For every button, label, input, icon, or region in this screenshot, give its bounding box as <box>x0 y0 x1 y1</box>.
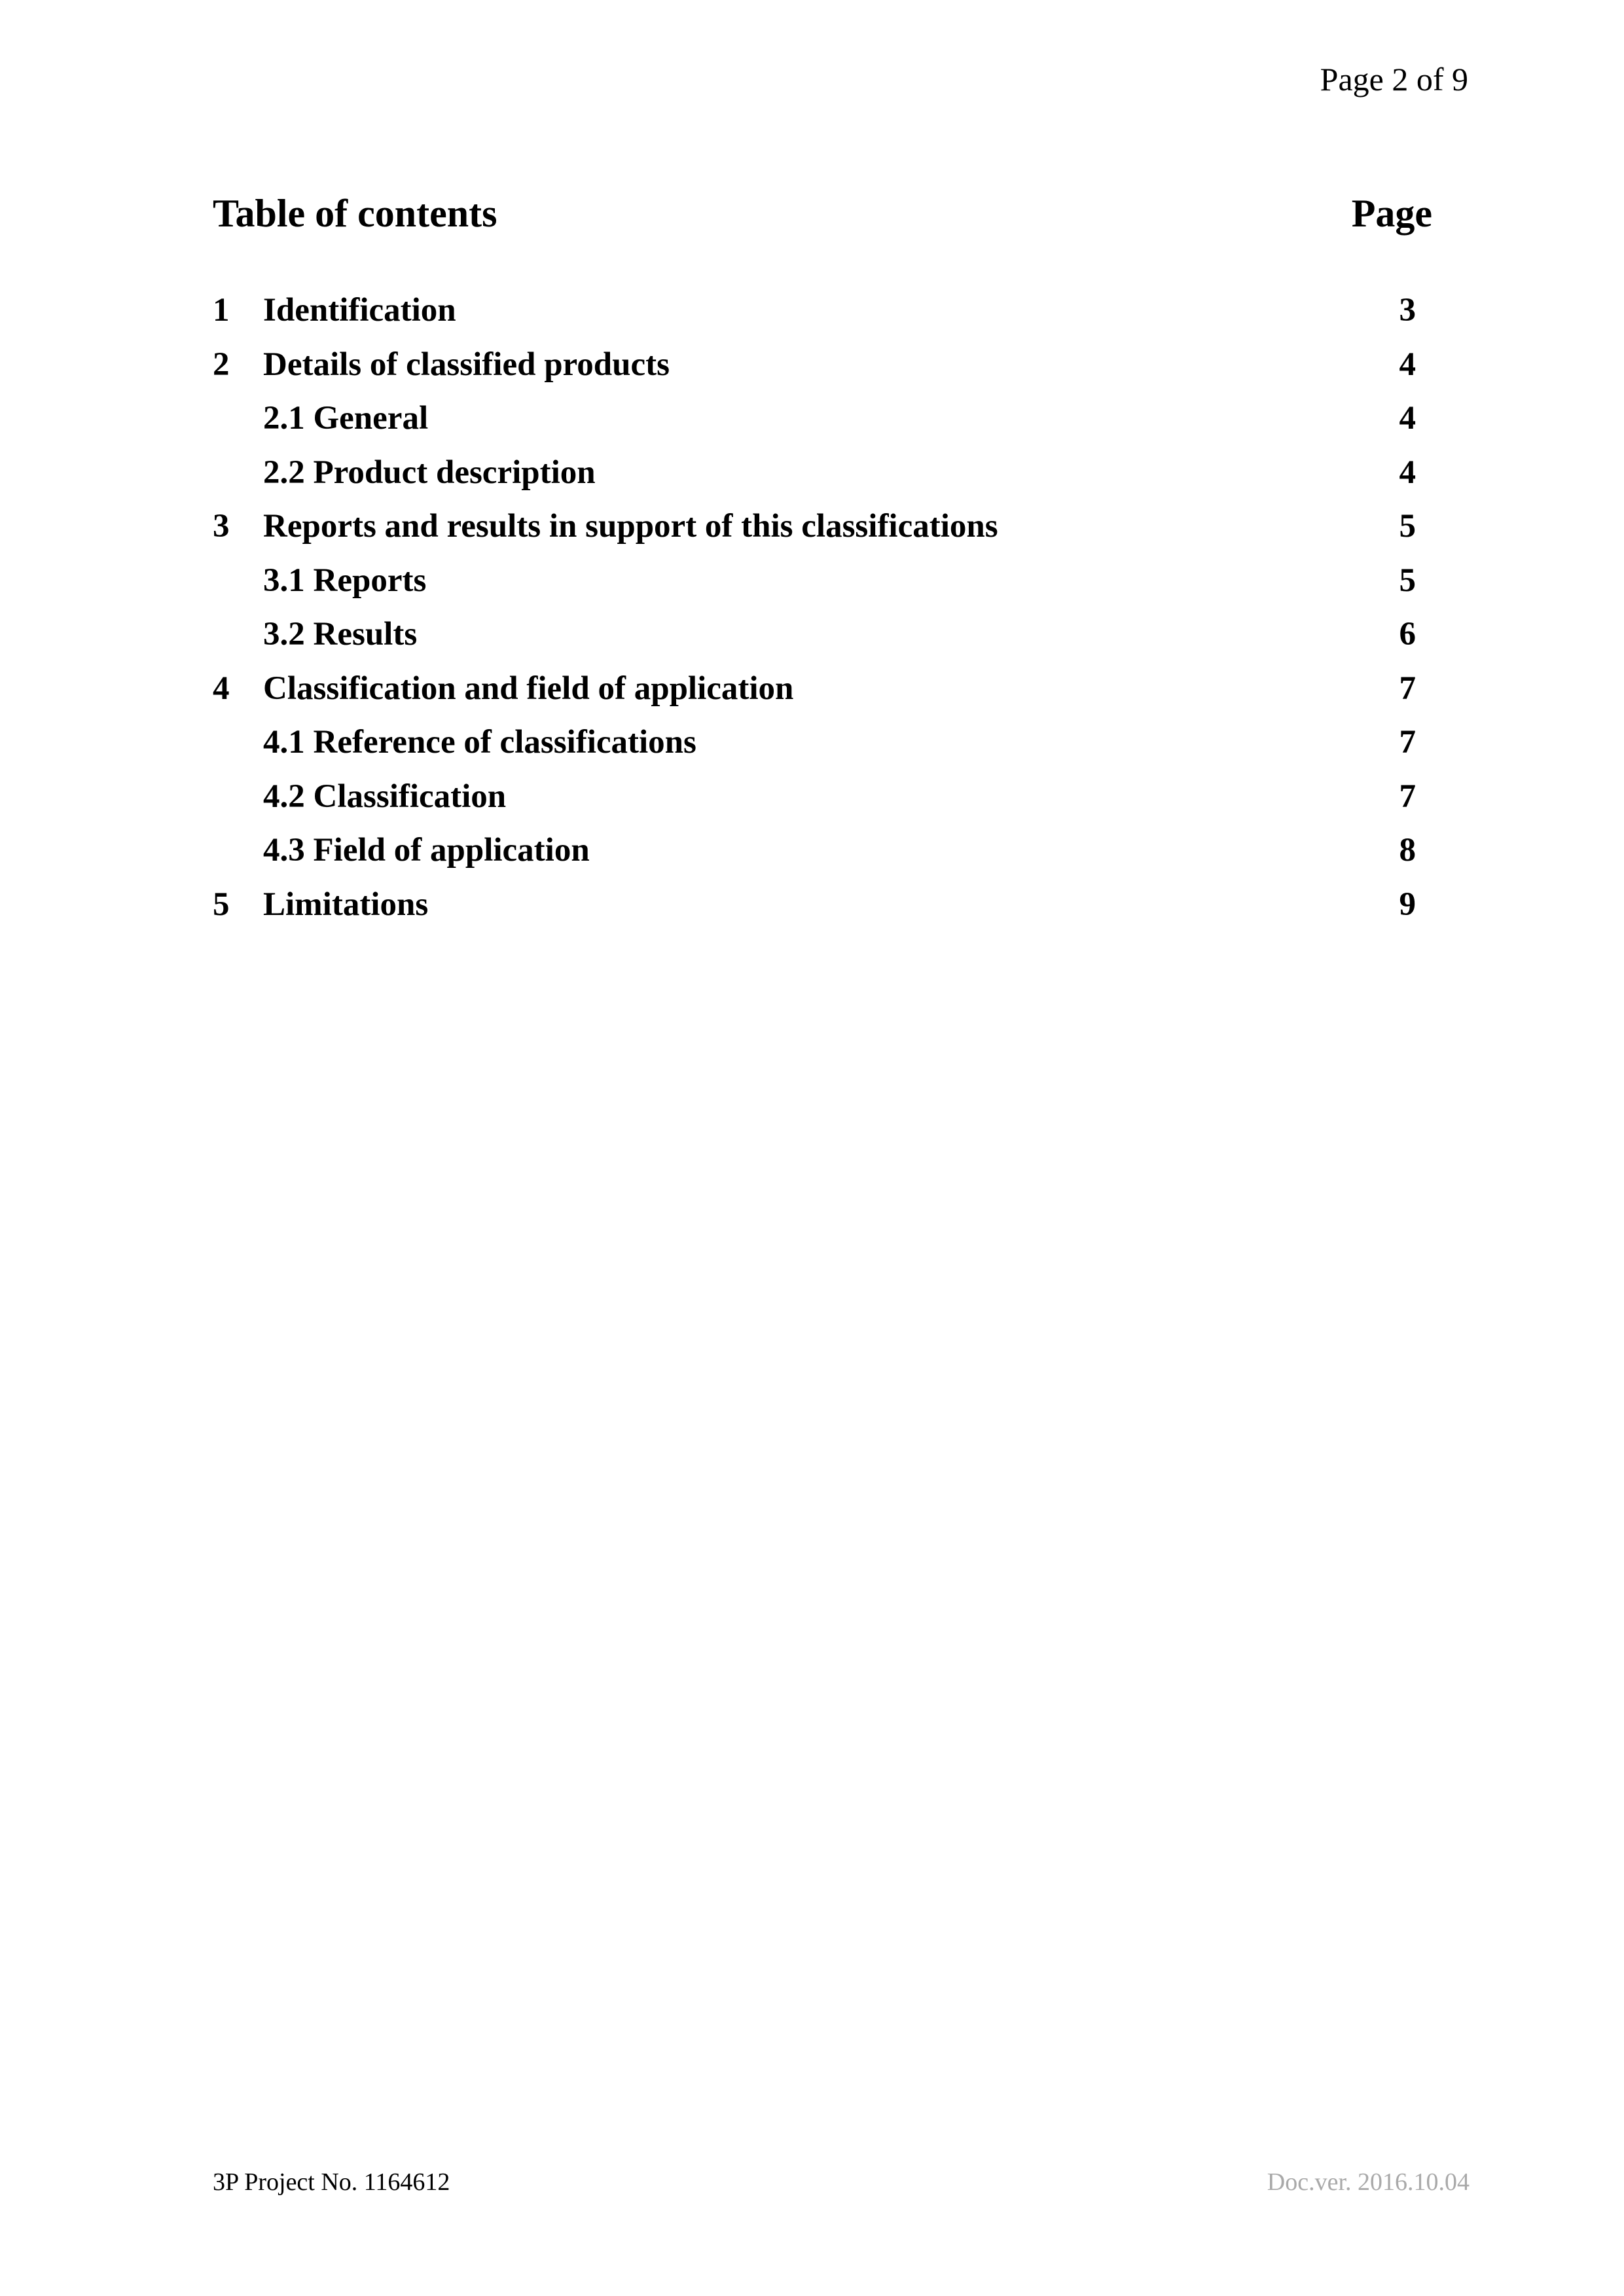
toc-entry-number <box>213 446 263 500</box>
toc-entry-page: 6 <box>1399 616 1416 653</box>
toc-entry-label: 4.2 Classification <box>263 778 507 815</box>
toc-entry-number <box>213 554 263 608</box>
toc-row <box>213 554 1416 608</box>
toc-row <box>213 662 1416 716</box>
toc-entry-number: 5 <box>213 886 230 923</box>
toc-entry-label: Identification <box>263 292 456 329</box>
toc-entry-number: 1 <box>213 292 230 329</box>
toc-entry-number: 4 <box>213 670 230 707</box>
page-indicator: Page 2 of 9 <box>1320 61 1468 98</box>
toc-entry-label: 2.2 Product description <box>263 454 596 491</box>
toc-entry-number <box>213 715 263 770</box>
toc-row <box>213 770 1416 824</box>
toc-entry-page: 7 <box>1399 778 1416 815</box>
toc-row <box>213 878 1416 932</box>
toc-entry-page: 3 <box>1399 292 1416 329</box>
toc-entry-page: 4 <box>1399 346 1416 383</box>
toc-header-row <box>213 194 1432 233</box>
toc-title: Table of contents <box>213 192 497 235</box>
toc-entry-label: Details of classified products <box>263 346 670 383</box>
toc-entry-number: 3 <box>213 508 230 545</box>
toc-entry-page: 7 <box>1399 670 1416 707</box>
toc-entry-label: Classification and field of application <box>263 670 794 707</box>
toc-row <box>213 499 1416 554</box>
toc-entry-number <box>213 770 263 824</box>
toc-row <box>213 283 1416 338</box>
toc-row <box>213 607 1416 662</box>
toc-entry-page: 4 <box>1399 400 1416 437</box>
toc-entry-label: 4.1 Reference of classifications <box>263 724 696 761</box>
footer-project-number: 3P Project No. 1164612 <box>213 2168 450 2196</box>
toc-row <box>213 391 1416 446</box>
toc-entry-number <box>213 391 263 446</box>
footer-doc-version: Doc.ver. 2016.10.04 <box>1267 2168 1470 2196</box>
toc-row <box>213 715 1416 770</box>
toc-entry-number <box>213 823 263 878</box>
toc-entry-page: 5 <box>1399 508 1416 545</box>
toc-entry-label: 3.2 Results <box>263 616 418 653</box>
toc-row <box>213 823 1416 878</box>
toc-entry-label: 3.1 Reports <box>263 562 427 599</box>
toc-entry-label: 4.3 Field of application <box>263 832 590 869</box>
toc-entry-number: 2 <box>213 346 230 383</box>
toc-row <box>213 338 1416 392</box>
toc-page-column-header: Page <box>1351 192 1432 235</box>
toc-entry-page: 9 <box>1399 886 1416 923</box>
toc-entry-page: 8 <box>1399 832 1416 869</box>
toc-entry-page: 7 <box>1399 724 1416 761</box>
toc-entry-label: 2.1 General <box>263 400 429 437</box>
toc-entry-label: Reports and results in support of this classifications <box>263 508 998 545</box>
toc-entry-number <box>213 607 263 662</box>
toc-entry-page: 4 <box>1399 454 1416 491</box>
toc-entry-page: 5 <box>1399 562 1416 599</box>
toc-entry-label: Limitations <box>263 886 429 923</box>
toc-row <box>213 446 1416 500</box>
toc-list <box>213 283 1416 931</box>
